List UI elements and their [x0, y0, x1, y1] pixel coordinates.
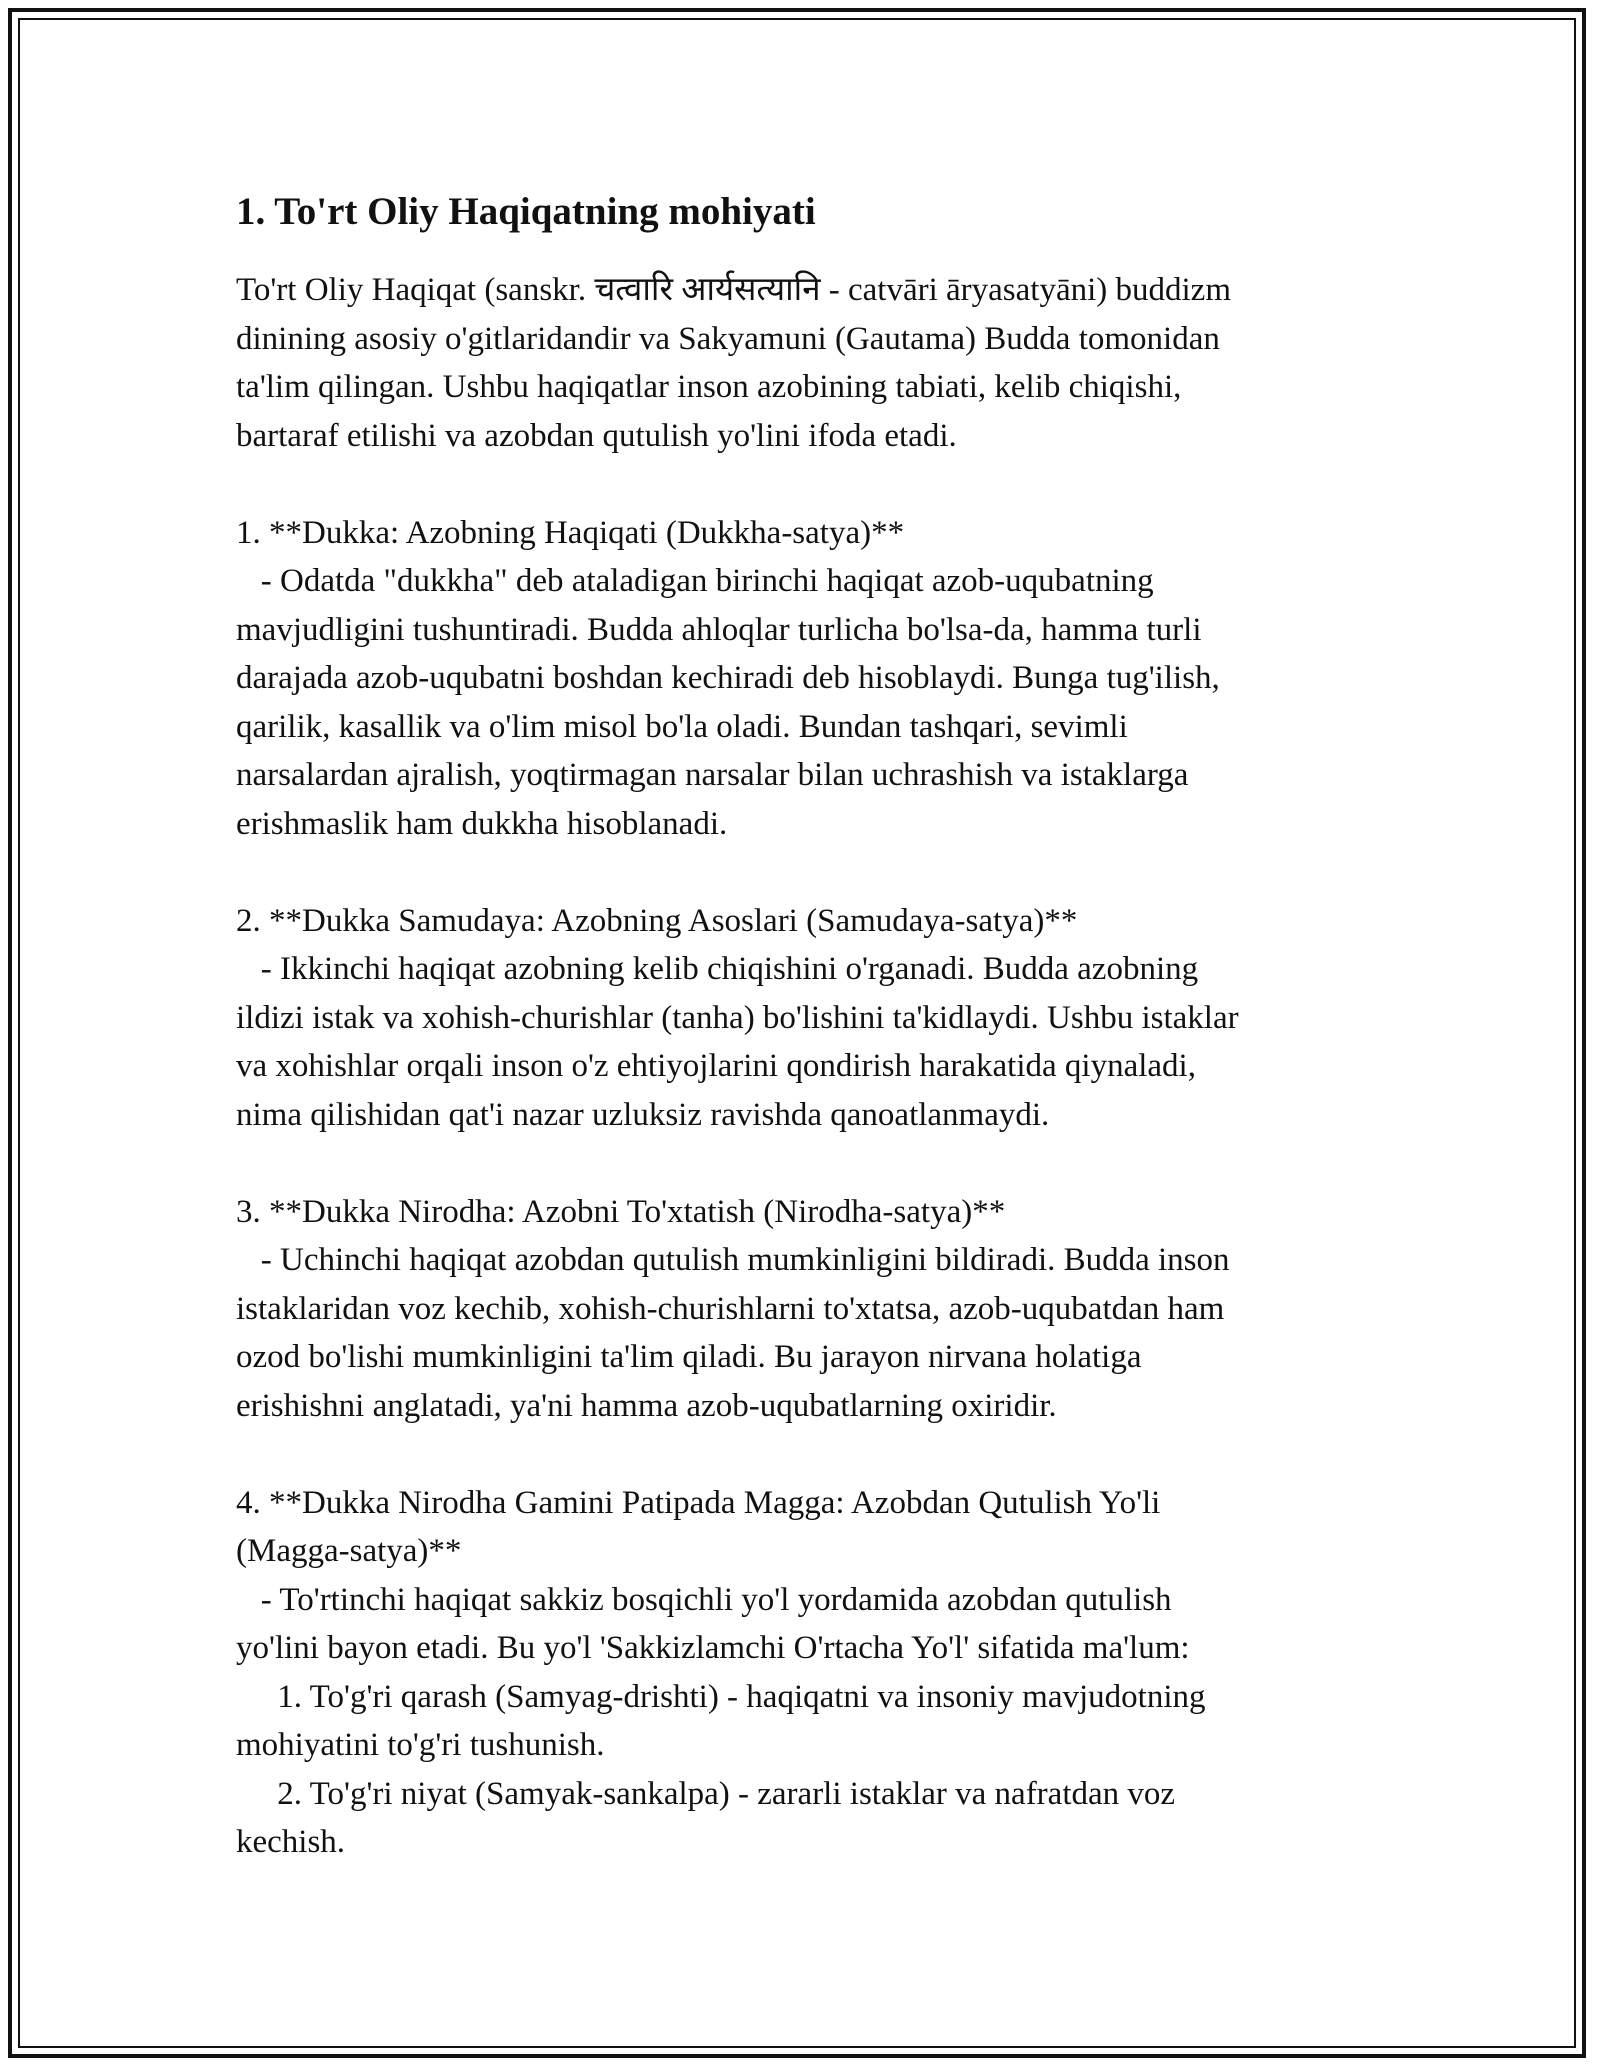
document-heading: 1. To'rt Oliy Haqiqatning mohiyati [236, 190, 816, 233]
document-content [236, 186, 1376, 1867]
document-body: To'rt Oliy Haqiqat (sanskr. चत्वारि आर्यसत्यानि - catvāri āryasatyāni) buddizm dinining asosiy o'gitlaridandir va Sakyamuni (Gautama) Budda tomonidan ta'lim qilingan. Ushbu haqiqatlar inson azobining tabiati, kelib chiqishi, bartaraf etilishi va azobdan qutulish yo'lini ifoda etadi. 1. **Dukka: Azobning Haqiqati (Dukkha-satya)** - Odatda "dukkha" deb ataladigan birinchi haqiqat azob-uqubatning mavjudligini tushuntiradi. Budda ahloqlar turlicha bo'lsa-da, hamma turli darajada azob-uqubatni boshdan kechiradi deb hisoblaydi. Bunga tug'ilish, qarilik, kasallik va o'lim misol bo'la oladi. Bundan tashqari, sevimli narsalardan ajralish, yoqtirmagan narsalar bilan uchrashish va istaklarga erishmaslik ham dukkha hisoblanadi. 2. **Dukka Samudaya: Azobning Asoslari (Samudaya-satya)** - Ikkinchi haqiqat azobning kelib chiqishini o'rganadi. Budda azobning ildizi istak va xohish-churishlar (tanha) bo'lishini ta'kidlaydi. Ushbu istaklar va xohishlar orqali inson o'z ehtiyojlarini qondirish harakatida qiynaladi, nima qilishidan qat'i nazar uzluksiz ravishda qanoatlanmaydi. 3. **Dukka Nirodha: Azobni To'xtatish (Nirodha-satya)** - Uchinchi haqiqat azobdan qutulish mumkinligini bildiradi. Budda inson istaklaridan voz kechib, xohish-churishlarni to'xtatsa, azob-uqubatdan ham ozod bo'lishi mumkinligini ta'lim qiladi. Bu jarayon nirvana holatiga erishishni anglatadi, ya'ni hamma azob-uqubatlarning oxiridir. 4. **Dukka Nirodha Gamini Patipada Magga: Azobdan Qutulish Yo'li (Magga-satya)** - To'rtinchi haqiqat sakkiz bosqichli yo'l yordamida azobdan qutulish yo'lini bayon etadi. Bu yo'l 'Sakkizlamchi O'rtacha Yo'l' sifatida ma'lum: 1. To'g'ri qarash (Samyag-drishti) - haqiqatni va insoniy mavjudotning mohiyatini to'g'ri tushunish. 2. To'g'ri niyat (Samyak-sankalpa) - zararli istaklar va nafratdan voz kechish. [236, 272, 1239, 1860]
